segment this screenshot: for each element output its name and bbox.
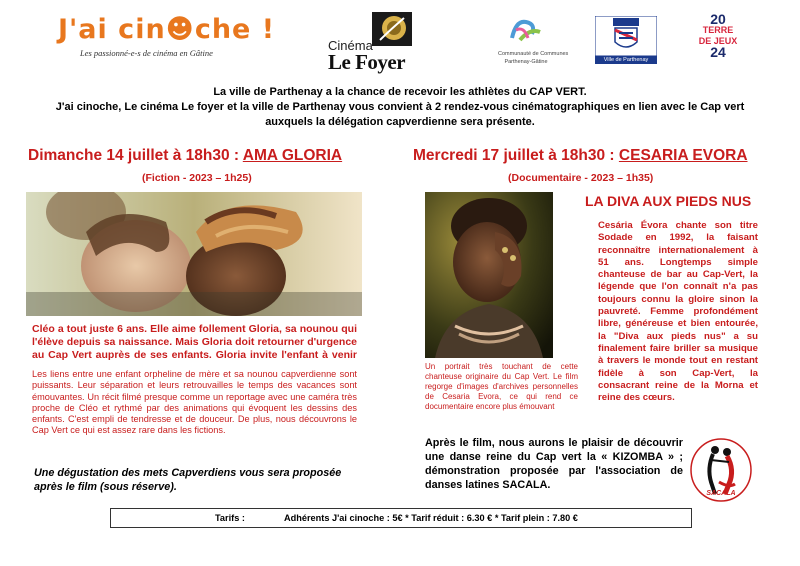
ama-gloria-image [26, 192, 362, 316]
film1-meta: (Fiction - 2023 – 1h25) [142, 172, 252, 184]
film2-date: Mercredi 17 juillet à 18h30 : [413, 147, 619, 164]
community-emblem-icon [506, 16, 546, 44]
cinema-name: Le Foyer [328, 50, 406, 74]
tasting-note: Une dégustation des mets Capverdiens vous sera proposée après le film (sous réserve). [34, 467, 342, 493]
terre-de-jeux-line3: DE JEUX [698, 36, 738, 46]
film2-subtitle: LA DIVA AUX PIEDS NUS [585, 193, 752, 209]
film1-description: Les liens entre une enfant orpheline de mère et sa nounou capverdienne sont puissants. Leur séparation et leurs retrouvailles le temps des vacances sont émouvantes. Un récit filmé presque comme un reportage avec une caméra très proche de Cléo et rythmé par des animations qui évoquent les dessins des enfants. C'est empli de tendresse et de douceur. De plus, nous découvrons le Cap Vert ce qui est assez rare dans les fictions. [32, 369, 357, 436]
terre-de-jeux-2024-logo [690, 11, 746, 70]
terre-de-jeux-line1: 20 [710, 11, 726, 27]
tarifs-label: Tarifs : [215, 513, 245, 523]
tarifs-values: Adhérents J'ai cinoche : 5€ * Tarif réduit : 6.30 € * Tarif plein : 7.80 € [284, 513, 578, 523]
intro-line-2: J'ai cinoche, Le cinéma Le foyer et la ville de Parthenay vous convient à 2 rendez-vous cinématographiques en lien avec le Cap vert [55, 101, 745, 113]
intro-line-1: La ville de Parthenay a la chance de recevoir les athlètes du CAP VERT. [213, 86, 587, 98]
film1-date: Dimanche 14 juillet à 18h30 : [28, 147, 243, 164]
cesaria-evora-photo [425, 192, 553, 358]
film1-heading [28, 147, 342, 165]
film1-synopsis: Cléo a tout juste 6 ans. Elle aime follement Gloria, sa nounou qui l'élève depuis sa naissance. Mais Gloria doit retourner d'urgence au Cap Vert auprès de ses enfants. Gloria invite l'enfant à venir [32, 323, 357, 361]
cesaria-evora-image [425, 192, 553, 358]
terre-de-jeux-line2: TERRE [702, 25, 734, 35]
tarifs-box [110, 508, 692, 528]
cinema-label: Cinéma [328, 38, 373, 53]
film1-title: AMA GLORIA [242, 147, 343, 164]
jai-cinoche-logo [58, 14, 276, 70]
film2-title: CESARIA EVORA [618, 147, 748, 164]
jai-cinoche-logo-text: J'ai cin☻che ! [58, 14, 276, 45]
terre-de-jeux-line4: 24 [710, 44, 726, 60]
ama-gloria-photo [26, 192, 362, 316]
community-of-communes-logo [498, 16, 569, 65]
sacala-label: SACALA [706, 490, 736, 497]
cinema-le-foyer-logo [322, 8, 422, 74]
film2-caption: Un portrait très touchant de cette chanteuse originaire du Cap Vert. Le film regorge d'images d'archives personnelles de Cesaria Evora, ce qui rend ce documentaire encore plus émouvant [425, 362, 578, 411]
after-film-note: Après le film, nous aurons le plaisir de découvrir une danse reine du Cap vert la « KIZOMBA » ; démonstration proposée par l'association de danses latines SACALA. [425, 437, 683, 491]
ville-de-parthenay-logo [595, 16, 657, 64]
film2-heading [413, 147, 748, 165]
intro-line-3: auxquels la délégation capverdienne sera présente. [265, 116, 535, 128]
community-line2: Parthenay-Gâtine [504, 59, 548, 65]
sacala-logo [689, 438, 753, 504]
film2-meta: (Documentaire - 2023 – 1h35) [508, 172, 654, 184]
film2-synopsis: Cesária Évora chante son titre Sodade en 1992, la faisant reconnaître internationalement à 51 ans. Longtemps simple chanteuse de bar au Cap-Vert, la légende que l'on connaît n'a pas toujours connu la gloire sinon la pauvreté. Femme profondément libre, généreuse et bien entourée, la "Diva aux pieds nus" a su finalement faire briller sa musique à travers le monde tout en restant fidèle à son Cap-Vert, la consacrant reine de la Morna et reine des cœurs. [598, 220, 758, 404]
city-crest-icon [595, 16, 657, 56]
community-line1: Communauté de Communes [498, 51, 569, 57]
film-reel-icon [370, 10, 414, 48]
jai-cinoche-tagline: Les passionné-e-s de cinéma en Gâtine [80, 48, 213, 58]
ville-label: Ville de Parthenay [595, 56, 657, 64]
